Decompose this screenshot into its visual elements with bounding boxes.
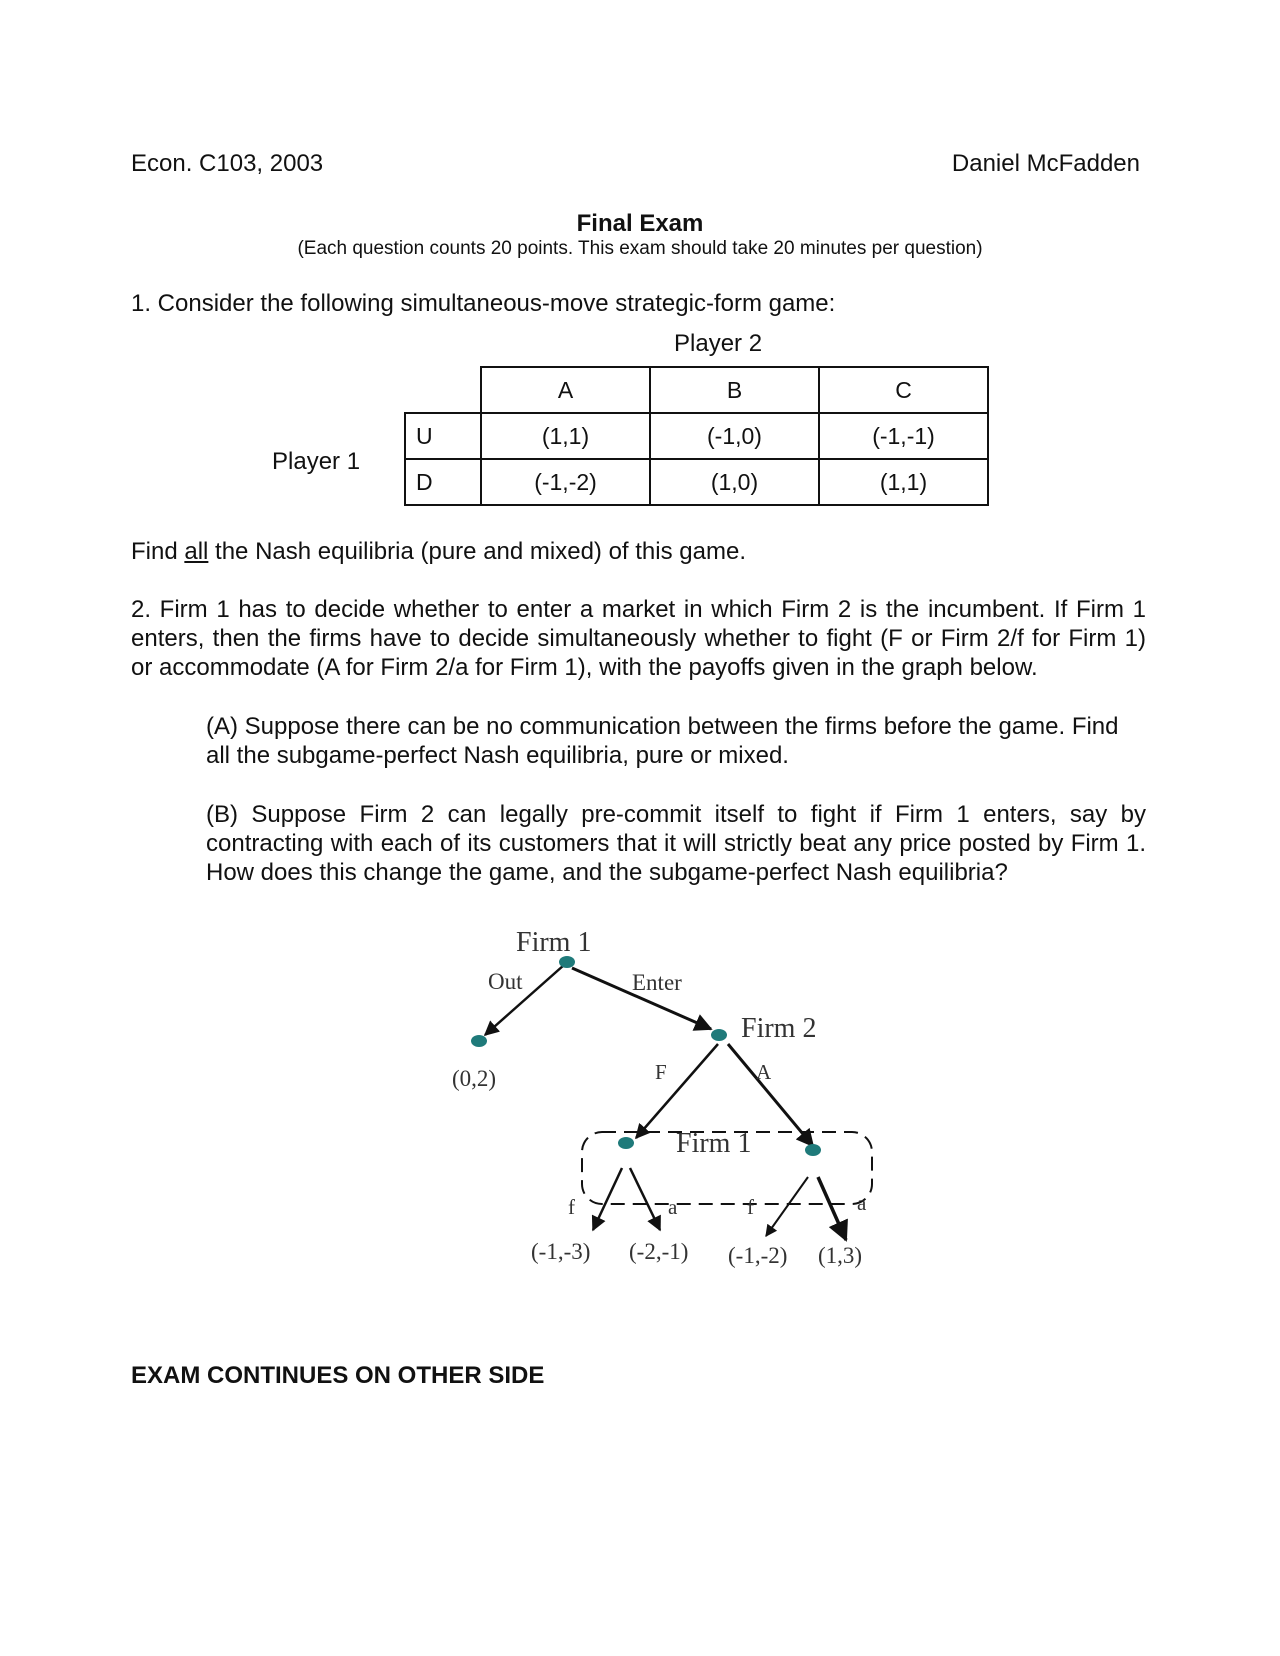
payoff-fight-accommodate: (-2,-1) — [629, 1239, 689, 1264]
accommodate-edge-label: A — [756, 1060, 772, 1084]
node-firm1-after-a — [805, 1144, 821, 1156]
payoff-row-u — [405, 413, 988, 459]
question-2-intro: 2. Firm 1 has to decide whether to enter a market in which Firm 2 is the incumbent. If Firm 1 enters, then the firms have to decide simultaneously whether to fight (F or Firm 2/f for Firm 1) or accommodate (A for Firm 2/a for Firm 1), with the payoffs given in the graph below. — [131, 596, 1146, 681]
leaf-f-right-label: f — [747, 1195, 754, 1219]
edge-a-right — [818, 1177, 846, 1240]
question-1-prompt: 1. Consider the following simultaneous-move strategic-form game: — [131, 290, 836, 317]
payoff-header-row — [405, 367, 988, 413]
node-out-terminal — [471, 1035, 487, 1047]
question-2-part-b: (B) Suppose Firm 2 can legally pre-commit itself to fight if Firm 1 enters, say by contracting with each of its customers that it will strictly beat any price posted by Firm 1. How does this change the game, and the subgame-perfect Nash equilibria? — [206, 801, 1146, 886]
edge-f-left — [593, 1168, 622, 1230]
column-header-b: B — [650, 367, 819, 413]
edge-fight — [636, 1044, 718, 1138]
column-header-a: A — [481, 367, 650, 413]
payoff-row-d — [405, 459, 988, 505]
payoff-fight-fight: (-1,-3) — [531, 1239, 591, 1264]
course-header: Econ. C103, 2003 — [131, 150, 324, 177]
row-label-u: U — [405, 413, 481, 459]
edge-f-right — [766, 1177, 808, 1236]
payoff-cell: (-1,-2) — [481, 459, 650, 505]
payoff-matrix — [404, 366, 989, 506]
payoff-cell: (-1,0) — [650, 413, 819, 459]
matrix-corner — [405, 367, 481, 413]
node-firm2 — [711, 1029, 727, 1041]
edge-a-left — [630, 1168, 660, 1230]
exam-subtitle: (Each question counts 20 points. This exam should take 20 minutes per question) — [297, 238, 983, 259]
out-payoff: (0,2) — [452, 1066, 497, 1091]
payoff-cell: (1,0) — [650, 459, 819, 505]
information-set-label: Firm 1 — [676, 1128, 752, 1159]
question-1-instruction — [131, 538, 746, 566]
player-1-label: Player 1 — [272, 448, 361, 475]
fight-edge-label: F — [655, 1060, 667, 1084]
column-header-c: C — [819, 367, 988, 413]
exam-title: Final Exam — [576, 210, 704, 237]
find-suffix: the Nash equilibria (pure and mixed) of this game. — [208, 538, 746, 565]
game-tree-diagram — [430, 910, 910, 1290]
firm2-label: Firm 2 — [741, 1013, 817, 1044]
player-2-label: Player 2 — [674, 330, 763, 357]
payoff-cell: (1,1) — [481, 413, 650, 459]
leaf-a-right-label: a — [857, 1191, 867, 1215]
out-edge-label: Out — [488, 969, 523, 994]
leaf-f-left-label: f — [568, 1195, 575, 1219]
enter-edge-label: Enter — [632, 970, 682, 995]
find-prefix: Find — [131, 538, 185, 565]
leaf-a-left-label: a — [668, 1195, 678, 1219]
payoff-cell: (1,1) — [819, 459, 988, 505]
payoff-accommodate-accommodate: (1,3) — [818, 1243, 863, 1268]
firm1-root-label: Firm 1 — [516, 927, 592, 958]
payoff-accommodate-fight: (-1,-2) — [728, 1243, 788, 1268]
question-2-part-a: (A) Suppose there can be no communication between the firms before the game. Find all the subgame-perfect Nash equilibria, pure or mixed. — [206, 713, 1119, 769]
node-firm1-after-f — [618, 1137, 634, 1149]
author-header: Daniel McFadden — [951, 150, 1140, 177]
exam-continues-note: EXAM CONTINUES ON OTHER SIDE — [131, 1362, 545, 1389]
payoff-cell: (-1,-1) — [819, 413, 988, 459]
find-all-underlined: all — [184, 538, 209, 565]
row-label-d: D — [405, 459, 481, 505]
